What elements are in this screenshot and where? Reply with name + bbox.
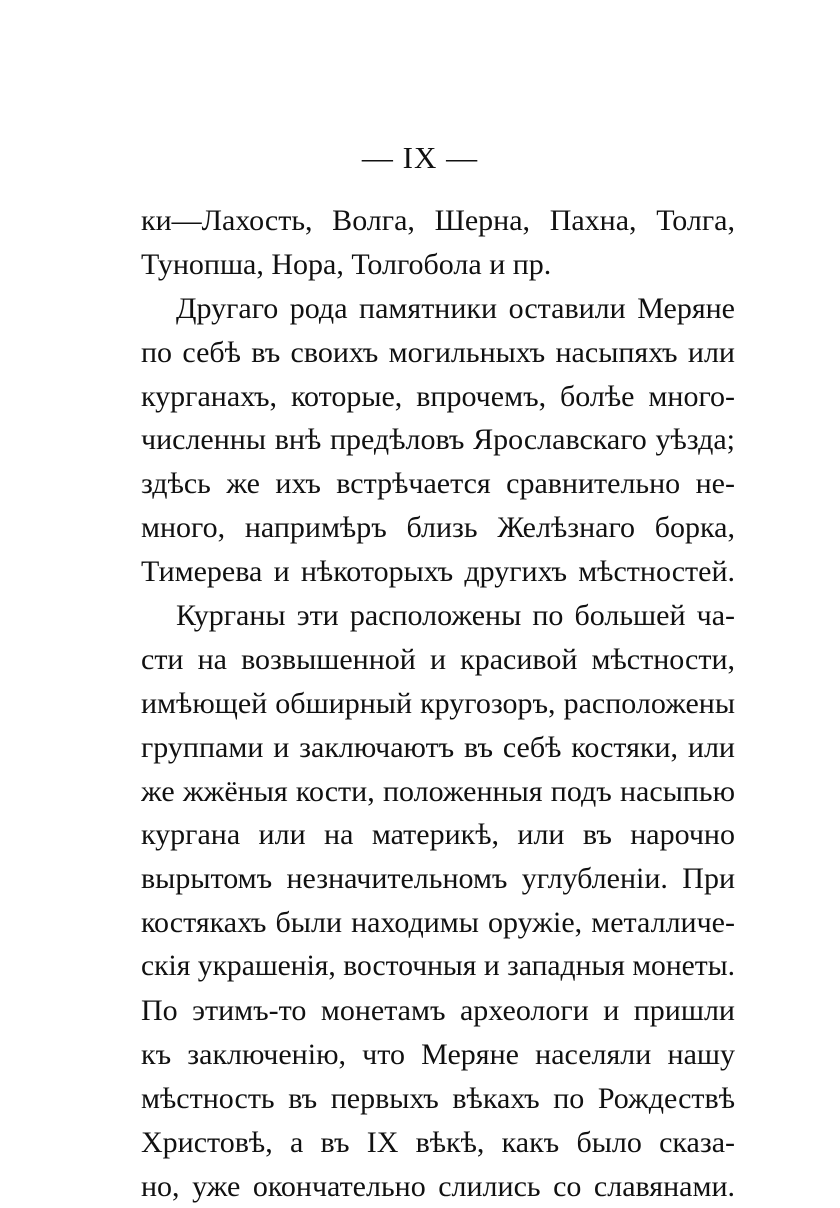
paragraph-1 — [141, 199, 735, 287]
text-line: мѣстность въ первыхъ вѣкахъ по Рождествѣ — [141, 1081, 735, 1115]
text-line: по себѣ въ своихъ могильныхъ насыпяхъ или — [141, 335, 735, 369]
text-line: группами и заключаютъ въ себѣ костяки, или — [141, 730, 735, 764]
text-line: костякахъ были находимы оружіе, металличе- — [141, 906, 735, 940]
text-line: ки—Лахость, Волга, Шерна, Пахна, Толга, — [141, 204, 735, 237]
body-text — [141, 199, 735, 1208]
text-line: здѣсь же ихъ встрѣчается сравнительно не- — [141, 467, 735, 501]
text-line: Тимерева и нѣкоторыхъ другихъ мѣстностей. — [141, 555, 735, 589]
text-line: скія украшенія, восточныя и западныя монеты. — [141, 950, 735, 983]
text-line: По этимъ-то монетамъ археологи и пришли — [141, 994, 735, 1028]
text-line: сти на возвышенной и красивой мѣстности, — [141, 642, 735, 676]
text-line: но, уже окончательно слились со славянами. — [141, 1169, 735, 1203]
text-line: численны внѣ предѣловъ Ярославскаго уѣзда; — [141, 423, 735, 457]
text-line: курганахъ, которые, впрочемъ, болѣе много- — [141, 379, 735, 413]
text-line: къ заключенію, что Меряне населяли нашу — [141, 1037, 735, 1071]
paragraph-2 — [141, 287, 735, 594]
text-line: Курганы эти расположены по большей ча- — [176, 599, 735, 633]
text-line: Христовѣ, а въ IX вѣкѣ, какъ было сказа- — [141, 1125, 735, 1159]
text-line: вырытомъ незначительномъ углубленіи. При — [141, 862, 735, 896]
text-line: Другаго рода памятники оставили Меряне — [176, 291, 735, 325]
paragraph-3 — [141, 594, 735, 1208]
page-number: — IX — — [361, 140, 479, 175]
text-line: же жжёныя кости, положенныя подъ насыпью — [141, 774, 735, 808]
text-line: Тунопша, Нора, Толгобола и пр. — [141, 247, 552, 281]
text-line: много, напримѣръ близь Желѣзнаго борка, — [141, 511, 735, 545]
text-line: кургана или на материкѣ, или въ нарочно — [141, 818, 735, 852]
text-line: имѣющей обширный кругозоръ, расположены — [141, 686, 735, 720]
